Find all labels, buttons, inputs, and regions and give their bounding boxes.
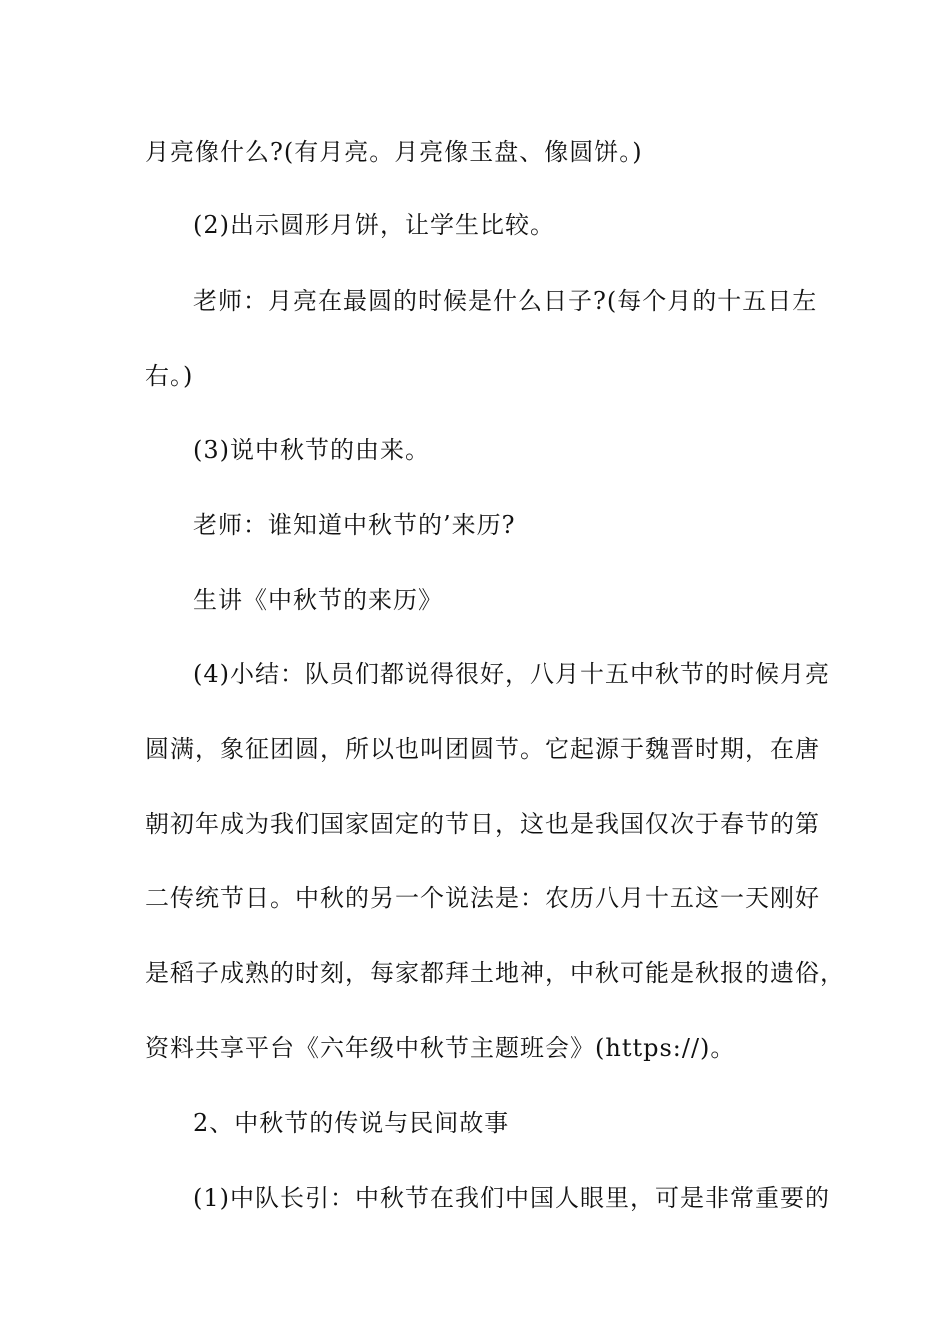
text-line-8: (4)小结：队员们都说得很好，八月十五中秋节的时候月亮 <box>193 660 830 688</box>
text-line-5: (3)说中秋节的由来。 <box>193 436 430 464</box>
text-line-3: 老师：月亮在最圆的时候是什么日子?(每个月的十五日左 <box>193 287 818 315</box>
text-line-11: 二传统节日。中秋的另一个说法是：农历八月十五这一天刚好 <box>145 884 820 912</box>
text-line-12: 是稻子成熟的时刻，每家都拜土地神，中秋可能是秋报的遗俗， <box>145 959 845 987</box>
text-line-10: 朝初年成为我们国家固定的节日，这也是我国仅次于春节的第 <box>145 810 820 838</box>
text-line-6: 老师：谁知道中秋节的’来历? <box>193 511 516 539</box>
text-line-1: 月亮像什么?(有月亮。月亮像玉盘、像圆饼。) <box>145 138 643 166</box>
section-heading: 2、中秋节的传说与民间故事 <box>193 1109 510 1137</box>
text-line-2: (2)出示圆形月饼，让学生比较。 <box>193 211 555 239</box>
text-line-9: 圆满，象征团圆，所以也叫团圆节。它起源于魏晋时期，在唐 <box>145 735 820 763</box>
text-line-4: 右。) <box>145 362 194 390</box>
text-line-13: 资料共享平台《六年级中秋节主题班会》(https://)。 <box>145 1034 736 1062</box>
text-line-7: 生讲《中秋节的来历》 <box>193 586 443 614</box>
text-line-15: (1)中队长引：中秋节在我们中国人眼里，可是非常重要的 <box>193 1184 830 1212</box>
